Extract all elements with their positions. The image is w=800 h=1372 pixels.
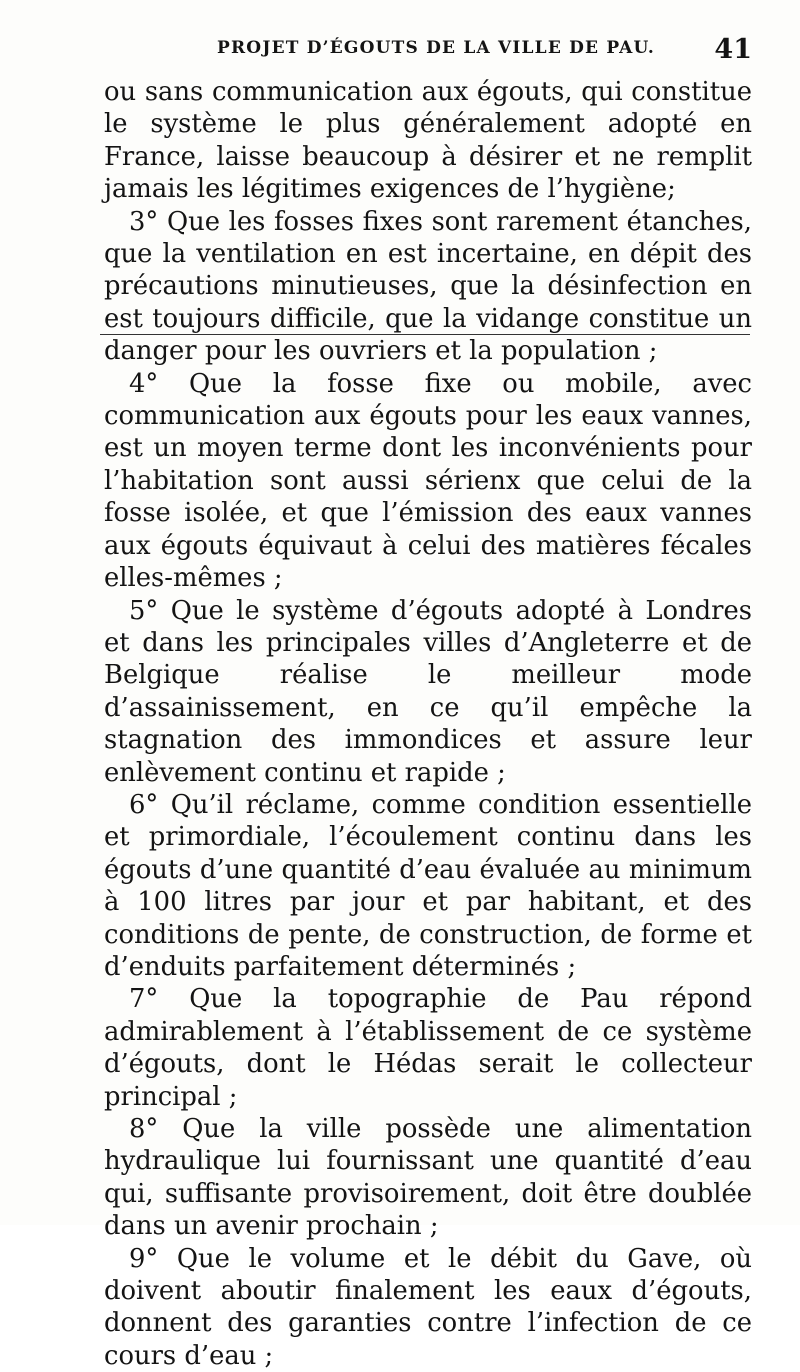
- body-text: [104, 76, 752, 1372]
- paragraph-item-9: 9° Que le volume et le débit du Gave, où doivent aboutir finalement les eaux d’égouts, donnent des garanties contre l’infection de ce cours d’eau ;: [104, 1243, 752, 1371]
- page-header: [105, 34, 752, 70]
- paragraph-item-6: 6° Qu’il réclame, comme condition essentielle et primordiale, l’écoulement continu dans les égouts d’une quantité d’eau évaluée au minimum à 100 litres par jour et par habitant, et des conditions de pente, de construction, de forme et d’enduits parfaitement déterminés ;: [104, 789, 752, 982]
- paragraph-item-4: 4° Que la fosse fixe ou mobile, avec communication aux égouts pour les eaux vannes, est un moyen terme dont les inconvénients pour l’habitation sont aussi sérienx que celui de la fosse isolée, et que l’émission des eaux vannes aux égouts équivaut à celui des matières fécales elles-mêmes ;: [104, 368, 752, 594]
- paragraph-item-7: 7° Que la topographie de Pau répond admirablement à l’établissement de ce système d’égouts, dont le Hédas serait le collecteur principal ;: [104, 984, 752, 1112]
- paragraph-item-5: 5° Que le système d’égouts adopté à Londres et dans les principales villes d’Angleterre et de Belgique réalise le meilleur mode d’assainissement, en ce qu’il empêche la stagnation des immondices et assure leur enlèvement continu et rapide ;: [104, 595, 752, 788]
- paragraph-item-8: 8° Que la ville possède une alimentation hydraulique lui fournissant une quantité d’eau qui, suffisante provisoirement, doit être doublée dans un avenir prochain ;: [104, 1114, 752, 1242]
- running-title: PROJET D’ÉGOUTS DE LA VILLE DE PAU.: [217, 38, 656, 58]
- page-number: 41: [714, 34, 752, 65]
- paragraph-continuation: ou sans communication aux égouts, qui constitue le système le plus généralement adopté en France, laisse beaucoup à désirer et ne remplit jamais les légitimes exigences de l’hygiène;: [104, 77, 752, 205]
- paragraph-item-3: 3° Que les fosses fixes sont rarement étanches, que la ventilation en est incertaine, en dépit des précautions minutieuses, que la désinfection en est toujours difficile, que la vidange constitue un danger pour les ouvriers et la population ;: [104, 206, 752, 367]
